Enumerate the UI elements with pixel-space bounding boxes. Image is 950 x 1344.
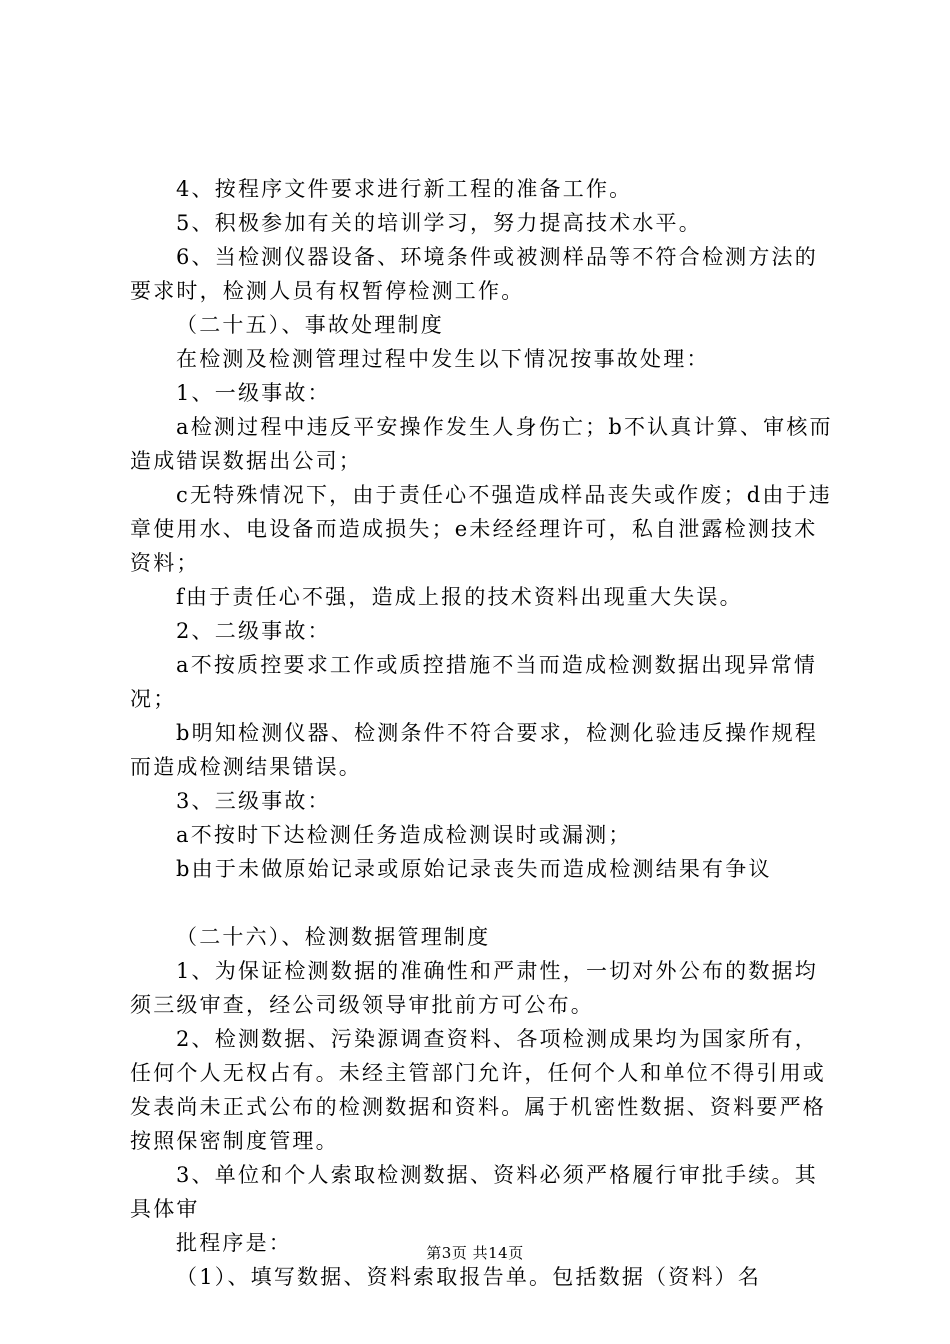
paragraph-gap	[130, 886, 835, 920]
paragraph: f由于责任心不强，造成上报的技术资料出现重大失误。	[176, 585, 743, 609]
paragraph: 6、当检测仪器设备、环境条件或被测样品等不符合检测方法的要求时，检测人员有权暂停检测工作。	[130, 245, 818, 303]
paragraph: b明知检测仪器、检测条件不符合要求，检测化验违反操作规程而造成检测结果错误。	[130, 721, 819, 779]
subsection-heading: 1、一级事故：	[176, 381, 331, 405]
paragraph: 1、为保证检测数据的准确性和严肃性，一切对外公布的数据均须三级审查，经公司级领导审批前方可公布。	[130, 959, 818, 1017]
paragraph: a不按时下达检测任务造成检测误时或漏测；	[176, 823, 632, 847]
paragraph: a不按质控要求工作或质控措施不当而造成检测数据出现异常情况；	[130, 653, 818, 711]
paragraph: 2、检测数据、污染源调查资料、各项检测成果均为国家所有，任何个人无权占有。未经主管部门允许，任何个人和单位不得引用或发表尚未正式公布的检测数据和资料。属于机密性数据、资料要严格按照保密制度管理。	[130, 1027, 826, 1153]
subsection-heading: 3、三级事故：	[176, 789, 331, 813]
subsection-heading: 2、二级事故：	[176, 619, 331, 643]
page-footer: 第3页 共14页	[426, 1244, 524, 1262]
section-heading: （二十五）、事故处理制度	[176, 313, 444, 337]
paragraph: b由于未做原始记录或原始记录丧失而造成检测结果有争议	[176, 857, 772, 881]
paragraph: 批程序是：	[176, 1231, 292, 1255]
paragraph: c无特殊情况下，由于责任心不强造成样品丧失或作废；d由于违章使用水、电设备而造成损失；e未经经理许可，私自泄露检测技术资料；	[130, 483, 833, 575]
document-body	[130, 172, 835, 1294]
paragraph: 3、单位和个人索取检测数据、资料必须严格履行审批手续。其具体审	[130, 1163, 818, 1221]
section-heading: （二十六）、检测数据管理制度	[176, 925, 491, 949]
paragraph: 在检测及检测管理过程中发生以下情况按事故处理：	[176, 347, 710, 371]
paragraph: 5、积极参加有关的培训学习，努力提高技术水平。	[176, 211, 702, 235]
paragraph: a检测过程中违反平安操作发生人身伤亡；b不认真计算、审核而造成错误数据出公司；	[130, 415, 833, 473]
paragraph: （1）、填写数据、资料索取报告单。包括数据（资料）名	[176, 1265, 762, 1289]
paragraph: 4、按程序文件要求进行新工程的准备工作。	[176, 177, 633, 201]
